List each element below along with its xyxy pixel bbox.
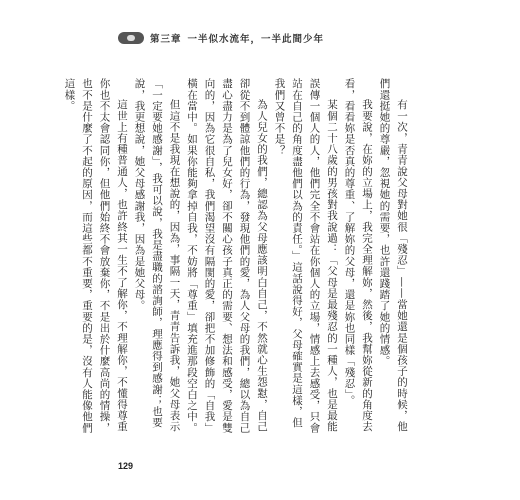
paragraph: 有一次，青青說父母對她很「殘忍」——當她還是個孩子的時候，他們還挺她的尊嚴，忽視她的需要，也許還踐踏了她的情感。 xyxy=(378,78,408,432)
paragraph: 我要說，在妳的立場上，我完全理解妳，然後，我幫妳從新的角度去看，看看妳是否真的尊重、了解妳的父母，還是妳也同樣「殘忍」。 xyxy=(343,78,373,432)
chapter-title: 一半似水流年，一半此間少年 xyxy=(187,34,325,45)
paragraph: 這世上有種普通人，也許終其一生不了解你，不理解你，不懂得尊重你也不太會認同你，但他們始終不會放棄你，不是出於什麼高尚的情操，也不是什麼了不起的原因，而這些都不重要，重要的是，沒有人能像他們這樣。 xyxy=(63,78,128,434)
paragraph: 為人兒女的我們，總認為父母應該明白自己，不然就心生怨懟，自己卻從不到體諒他們的行為，發現他們的愛，為人父母的我們，總以為自己盡心盡力是為了兒女好，卻不關心孩子真正的需要、想法和感受，愛是雙向的，因為它很自私，我們渴望沒有隔閡的愛，卻把不加修飾的「自我」橫在當中。如果你能夠拿掉自我，不妨將「尊重」填充進那段空白之中。 xyxy=(186,78,268,434)
paragraph: 某個二十八歲的男孩對我說過：「父母是最殘忍的一種人，也是最能誤傳一個人的人，他們完全不會站在你個人的立場，情感上去感受，只會站在自己的角度盡他們以為的責任。」這話說得好，父母確實是這樣，但我們又曾不是？ xyxy=(273,78,338,434)
body-text xyxy=(63,78,410,436)
paragraph: 但這不是我現在想說的，因為，事隔一天，青青告訴我，她父母表示「一定要她感謝」，我可以說，我是盡職的諮詢師，理應得到感謝；也要說，我更想說，她父母感謝我，因為是她父母。 xyxy=(133,78,181,432)
chapter-label: 第三章 xyxy=(150,34,182,45)
chapter-header xyxy=(118,30,324,46)
page-number: 129 xyxy=(118,461,134,471)
chapter-emblem-icon xyxy=(118,32,144,44)
